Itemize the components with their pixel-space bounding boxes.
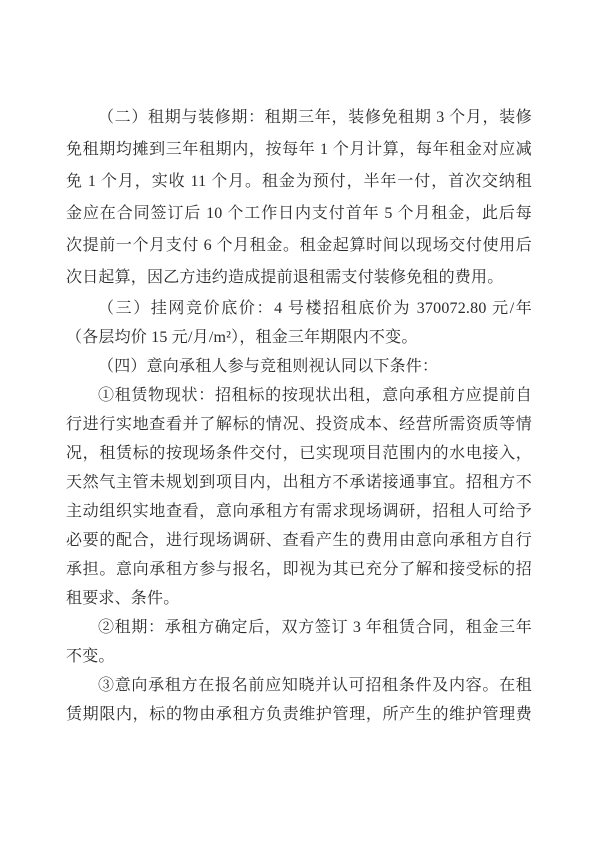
document-line: 况，租赁标的按现场条件交付，已实现项目范围内的水电接入，	[66, 445, 532, 462]
document-line: 行进行实地查看并了解标的情况、投资成本、经营所需资质等情	[66, 416, 532, 433]
document-line: 主动组织实地查看，意向承租方有需求现场调研，招租人可给予	[66, 503, 532, 520]
document-line: 次日起算，因乙方违约造成提前退租需支付装修免租的费用。	[66, 269, 504, 286]
condition-1-property-current-state	[66, 381, 532, 613]
document-line: 租要求、条件。	[66, 590, 180, 607]
document-line: （各层均价 15 元/月/m²），租金三年期限内不变。	[66, 329, 418, 346]
document-line: 天然气主管未规划到项目内，出租方不承诺接通事宜。招租方不	[66, 474, 532, 491]
document-line: ③意向承租方在报名前应知晓并认可招租条件及内容。在租	[98, 677, 532, 694]
document-line: 免租期均摊到三年租期内，按每年 1 个月计算，每年租金对应减	[66, 141, 532, 158]
clause-two-lease-and-decoration-period	[66, 102, 532, 294]
condition-2-lease-term	[66, 613, 532, 671]
document-line: 免 1 个月，实收 11 个月。租金为预付，半年一付，首次交纳租	[66, 173, 532, 190]
document-line: 不变。	[66, 648, 115, 665]
document-line: 金应在合同签订后 10 个工作日内支付首年 5 个月租金，此后每	[66, 205, 532, 222]
document-line: （二）租期与装修期：租期三年，装修免租期 3 个月，装修	[98, 109, 532, 126]
document-line: 承担。意向承租方参与报名，即视为其已充分了解和接受标的招	[66, 561, 532, 578]
document-line: ②租期：承租方确定后，双方签订 3 年租赁合同，租金三年	[98, 619, 532, 636]
document-line: （四）意向承租人参与竞租则视认同以下条件：	[98, 358, 439, 375]
document-line: 赁期限内，标的物由承租方负责维护管理，所产生的维护管理费	[66, 706, 532, 723]
clause-four-bidder-conditions-heading	[66, 352, 532, 381]
document-line: （三）挂网竞价底价：4 号楼招租底价为 370072.80 元/年	[98, 300, 532, 317]
document-line: ①租赁物现状：招租标的按现状出租，意向承租方应提前自	[98, 387, 532, 404]
clause-three-listing-base-price	[66, 294, 532, 352]
document-body	[66, 102, 532, 729]
document-line: 次提前一个月支付 6 个月租金。租金起算时间以现场交付使用后	[66, 237, 532, 254]
condition-3-acknowledgement-and-maintenance	[66, 671, 532, 729]
document-line: 必要的配合，进行现场调研、查看产生的费用由意向承租方自行	[66, 532, 532, 549]
